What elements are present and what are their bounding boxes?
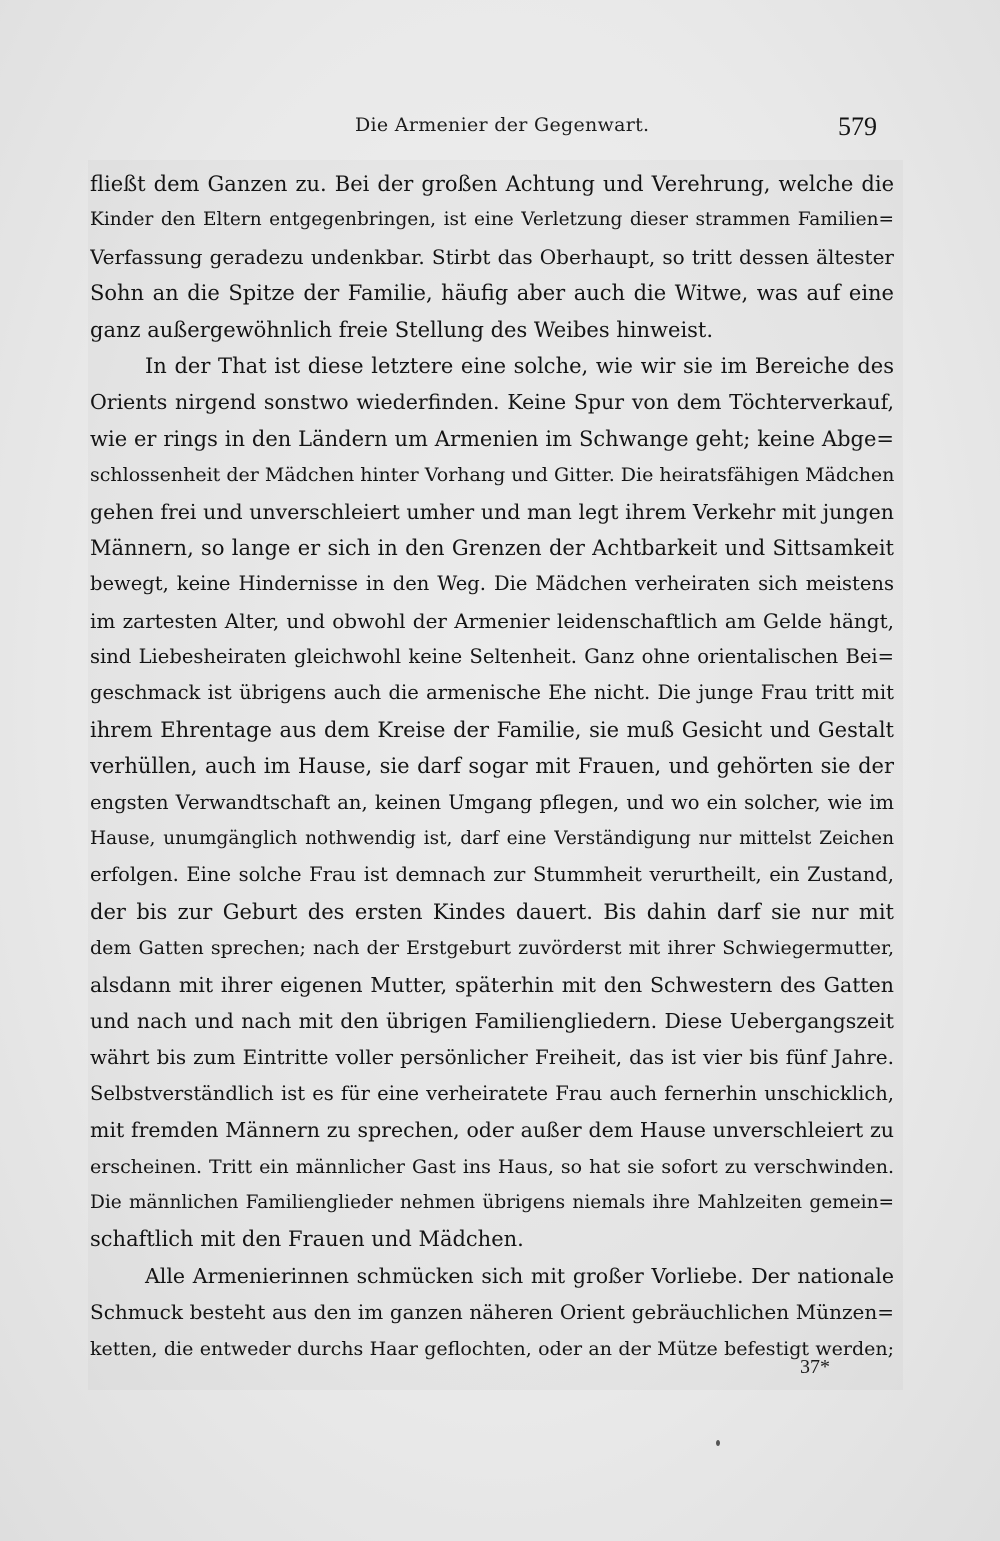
page-number: 579 <box>838 112 877 141</box>
text-line: im zartesten Alter, und obwohl der Armenier leidenschaftlich am Gelde hängt, <box>90 608 894 633</box>
text-line: alsdann mit ihrer eigenen Mutter, späterhin mit den Schwestern des Gatten <box>90 972 894 997</box>
running-title: Die Armenier der Gegenwart. <box>355 114 650 136</box>
text-line: Schmuck besteht aus den im ganzen näheren Orient gebräuchlichen Münzen= <box>90 1300 894 1325</box>
ink-speck <box>716 1440 720 1446</box>
text-line: bewegt, keine Hindernisse in den Weg. Die Mädchen verheiraten sich meistens <box>90 572 894 596</box>
text-line: ganz außergewöhnlich freie Stellung des Weibes hinweist. <box>90 317 714 342</box>
text-line: Kinder den Eltern entgegenbringen, ist eine Verletzung dieser strammen Familien= <box>90 209 894 231</box>
text-line: Selbstverständlich ist es für eine verheiratete Frau auch fernerhin unschicklich, <box>90 1081 894 1105</box>
text-line: fließt dem Ganzen zu. Bei der großen Achtung und Verehrung, welche die <box>90 172 894 196</box>
text-line: wie er rings in den Ländern um Armenien im Schwange geht; keine Abge= <box>90 426 894 451</box>
text-line: ketten, die entweder durchs Haar geflochten, oder an der Mütze befestigt werden; <box>90 1337 894 1360</box>
text-line: dem Gatten sprechen; nach der Erstgeburt zuvörderst mit ihrer Schwiegermutter, <box>90 937 894 960</box>
text-line: und nach und nach mit den übrigen Familiengliedern. Diese Uebergangszeit <box>90 1008 894 1033</box>
text-line: ihrem Ehrentage aus dem Kreise der Familie, sie muß Gesicht und Gestalt <box>90 717 894 742</box>
text-line: Sohn an die Spitze der Familie, häufig aber auch die Witwe, was auf eine <box>90 281 894 306</box>
body-text <box>90 166 894 1367</box>
text-line: schaftlich mit den Frauen und Mädchen. <box>90 1227 524 1252</box>
text-line: Männern, so lange er sich in den Grenzen der Achtbarkeit und Sittsamkeit <box>90 535 894 560</box>
paragraph <box>90 1258 894 1367</box>
text-line: engsten Verwandtschaft an, keinen Umgang pflegen, und wo ein solcher, wie im <box>90 790 894 814</box>
text-line: Orients nirgend sonstwo wiederfinden. Keine Spur von dem Töchterverkauf, <box>90 390 894 415</box>
signature-mark: 37* <box>800 1356 830 1378</box>
text-line: gehen frei und unverschleiert umher und man legt ihrem Verkehr mit jungen <box>90 499 894 524</box>
text-line: sind Liebesheiraten gleichwohl keine Seltenheit. Ganz ohne orientalischen Bei= <box>90 645 894 669</box>
text-line: geschmack ist übrigens auch die armenische Ehe nicht. Die junge Frau tritt mit <box>90 681 894 705</box>
text-line: schlossenheit der Mädchen hinter Vorhang und Gitter. Die heiratsfähigen Mädchen <box>90 464 894 487</box>
text-line: währt bis zum Eintritte voller persönlicher Freiheit, das ist vier bis fünf Jahre. <box>90 1045 894 1070</box>
text-line: In der That ist diese letztere eine solche, wie wir sie im Bereiche des <box>145 353 894 378</box>
text-line: erscheinen. Tritt ein männlicher Gast ins Haus, so hat sie sofort zu verschwinden. <box>90 1155 894 1178</box>
paragraph <box>90 166 894 348</box>
paragraph <box>90 348 894 1258</box>
text-line: erfolgen. Eine solche Frau ist demnach zur Stummheit verurtheilt, ein Zustand, <box>90 863 894 887</box>
text-line: Die männlichen Familienglieder nehmen übrigens niemals ihre Mahlzeiten gemein= <box>90 1191 894 1213</box>
text-line: mit fremden Männern zu sprechen, oder außer dem Hause unverschleiert zu <box>90 1118 894 1143</box>
text-line: Verfassung geradezu undenkbar. Stirbt das Oberhaupt, so tritt dessen ältester <box>90 244 894 269</box>
page-header <box>0 112 1000 142</box>
text-line: Alle Armenierinnen schmücken sich mit großer Vorliebe. Der nationale <box>145 1263 894 1288</box>
text-line: der bis zur Geburt des ersten Kindes dauert. Bis dahin darf sie nur mit <box>90 899 894 924</box>
text-line: Hause, unumgänglich nothwendig ist, darf eine Verständigung nur mittelst Zeichen <box>90 828 894 850</box>
text-line: verhüllen, auch im Hause, sie darf sogar mit Frauen, und gehörten sie der <box>90 754 894 779</box>
